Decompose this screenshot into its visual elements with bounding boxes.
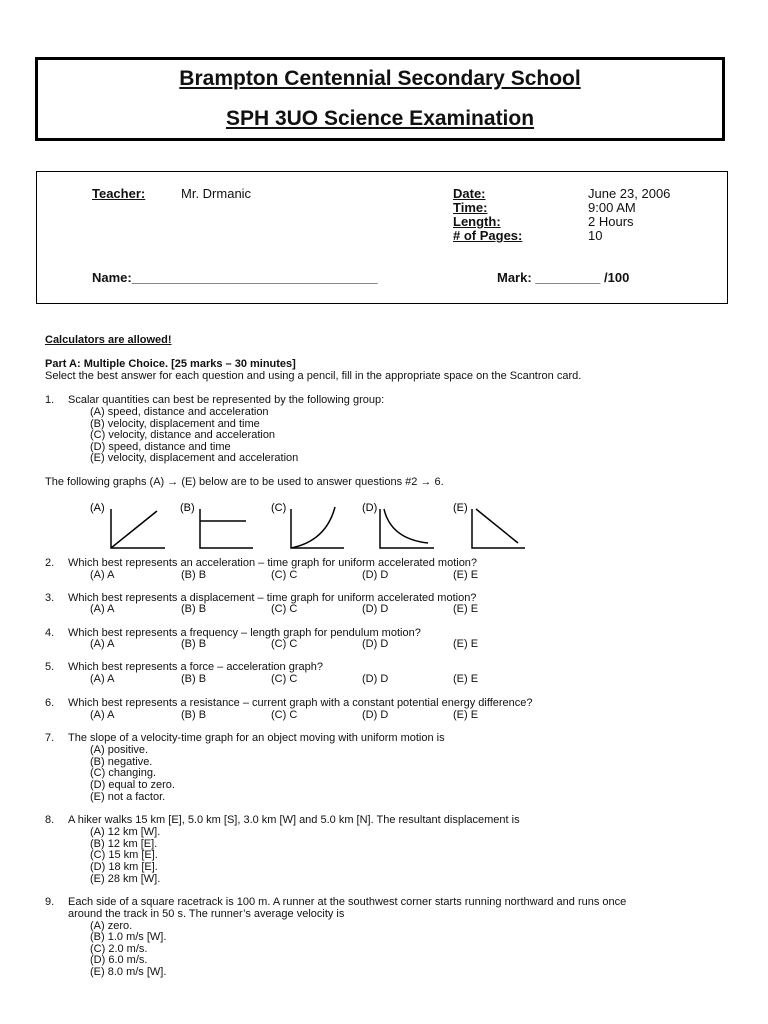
graph-d-label: (D) <box>362 502 378 514</box>
name-label: Name: <box>92 270 132 285</box>
option-b[interactable]: (B) 12 km [E]. <box>90 838 158 850</box>
option-e[interactable]: (E) E <box>453 638 479 650</box>
question-text: Which best represents a resistance – current graph with a constant potential energy difference? <box>68 697 533 709</box>
question-number: 1. <box>45 394 55 406</box>
graph-c-axes <box>291 509 344 548</box>
date-label: Date: <box>453 186 486 201</box>
graph-d-curve <box>384 509 428 543</box>
question-text: Scalar quantities can best be represented by the following group: <box>68 394 385 406</box>
option-b[interactable]: (B) B <box>181 638 207 650</box>
graph-a <box>111 509 165 548</box>
question-number: 9. <box>45 896 55 908</box>
option-a[interactable]: (A) A <box>90 569 115 581</box>
option-a[interactable]: (A) A <box>90 638 115 650</box>
title-box <box>35 57 725 141</box>
length-value: 2 Hours <box>588 214 634 229</box>
question-number: 4. <box>45 627 55 639</box>
option-d[interactable]: (D) 6.0 m/s. <box>90 954 148 966</box>
graph-b-axes <box>200 509 253 548</box>
graph-d <box>380 509 434 548</box>
info-box <box>36 171 728 304</box>
option-a[interactable]: (A) positive. <box>90 744 149 756</box>
option-d[interactable]: (D) D <box>362 638 389 650</box>
option-e[interactable]: (E) E <box>453 569 479 581</box>
option-c[interactable]: (C) C <box>271 569 298 581</box>
graphs-intro: The following graphs (A) → (E) below are to be used to answer questions #2 → 6. <box>45 476 444 488</box>
calculators-note: Calculators are allowed! <box>45 334 172 346</box>
option-b[interactable]: (B) B <box>181 709 207 721</box>
graphs-figure <box>0 495 768 555</box>
option-c[interactable]: (C) C <box>271 673 298 685</box>
graph-c-label: (C) <box>271 502 287 514</box>
option-a[interactable]: (A) 12 km [W]. <box>90 826 161 838</box>
pages-label: # of Pages: <box>453 228 523 243</box>
question-text: Which best represents a displacement – time graph for uniform accelerated motion? <box>68 592 477 604</box>
graph-a-curve <box>111 511 157 548</box>
question-text: A hiker walks 15 km [E], 5.0 km [S], 3.0 km [W] and 5.0 km [N]. The resultant displacement is <box>68 814 520 826</box>
part-a-title: Part A: Multiple Choice. [25 marks – 30 minutes] <box>45 358 296 370</box>
mark-label: Mark: <box>497 270 532 285</box>
question-number: 7. <box>45 732 55 744</box>
graph-a-label: (A) <box>90 502 105 514</box>
option-b[interactable]: (B) 1.0 m/s [W]. <box>90 931 167 943</box>
option-e[interactable]: (E) 28 km [W]. <box>90 873 161 885</box>
option-a[interactable]: (A) A <box>90 709 115 721</box>
option-d[interactable]: (D) 18 km [E]. <box>90 861 158 873</box>
graph-c-curve <box>291 507 335 548</box>
part-a-instructions: Select the best answer for each question and using a pencil, fill in the appropriate space on the Scantron card. <box>45 370 582 382</box>
question-text: Which best represents a frequency – length graph for pendulum motion? <box>68 627 421 639</box>
mark-blank: _________ <box>535 270 601 285</box>
time-label: Time: <box>453 200 488 215</box>
question-number: 2. <box>45 557 55 569</box>
date-value: June 23, 2006 <box>588 186 671 201</box>
option-c[interactable]: (C) C <box>271 709 298 721</box>
graph-c <box>291 507 344 548</box>
option-c[interactable]: (C) 15 km [E]. <box>90 849 158 861</box>
option-c[interactable]: (C) changing. <box>90 767 157 779</box>
option-a[interactable]: (A) A <box>90 673 115 685</box>
school-name: Brampton Centennial Secondary School <box>179 67 581 90</box>
question-text: The slope of a velocity-time graph for an object moving with uniform motion is <box>68 732 445 744</box>
option-d[interactable]: (D) D <box>362 603 389 615</box>
name-blank: __________________________________ <box>131 270 378 285</box>
question-text-line1: Each side of a square racetrack is 100 m. A runner at the southwest corner starts running northward and runs once <box>68 896 627 908</box>
question-text-line2: around the track in 50 s. The runner’s average velocity is <box>68 908 345 920</box>
name-field[interactable] <box>92 270 378 285</box>
option-a[interactable]: (A) zero. <box>90 920 133 932</box>
graph-e <box>472 509 525 548</box>
option-e[interactable]: (E) E <box>453 603 479 615</box>
option-e[interactable]: (E) E <box>453 709 479 721</box>
option-d[interactable]: (D) D <box>362 709 389 721</box>
option-a[interactable]: (A) A <box>90 603 115 615</box>
question-text: Which best represents a force – acceleration graph? <box>68 661 323 673</box>
exam-title: SPH 3UO Science Examination <box>225 107 535 130</box>
length-label: Length: <box>453 214 501 229</box>
option-d[interactable]: (D) equal to zero. <box>90 779 175 791</box>
teacher-label: Teacher: <box>92 186 146 201</box>
option-b[interactable]: (B) B <box>181 603 207 615</box>
option-c[interactable]: (C) 2.0 m/s. <box>90 943 148 955</box>
mark-field[interactable] <box>497 270 629 285</box>
option-a[interactable]: (A) speed, distance and acceleration <box>90 406 269 418</box>
graph-b-label: (B) <box>180 502 195 514</box>
option-b[interactable]: (B) B <box>181 673 207 685</box>
question-text: Which best represents an acceleration – time graph for uniform accelerated motion? <box>68 557 478 569</box>
option-e[interactable]: (E) E <box>453 673 479 685</box>
teacher-value: Mr. Drmanic <box>181 186 252 201</box>
graph-e-curve <box>476 509 518 543</box>
option-b[interactable]: (B) velocity, displacement and time <box>90 418 260 430</box>
option-e[interactable]: (E) velocity, displacement and acceleration <box>90 452 299 464</box>
question-number: 8. <box>45 814 55 826</box>
option-e[interactable]: (E) not a factor. <box>90 791 166 803</box>
graph-b <box>200 509 253 548</box>
mark-total: /100 <box>604 270 630 285</box>
question-number: 3. <box>45 592 55 604</box>
option-e[interactable]: (E) 8.0 m/s [W]. <box>90 966 167 978</box>
question-number: 6. <box>45 697 55 709</box>
option-c[interactable]: (C) velocity, distance and acceleration <box>90 429 276 441</box>
pages-value: 10 <box>588 228 603 243</box>
option-b[interactable]: (B) B <box>181 569 207 581</box>
question-number: 5. <box>45 661 55 673</box>
graph-e-label: (E) <box>453 502 468 514</box>
option-d[interactable]: (D) D <box>362 569 389 581</box>
option-c[interactable]: (C) C <box>271 603 298 615</box>
option-c[interactable]: (C) C <box>271 638 298 650</box>
time-value: 9:00 AM <box>588 200 636 215</box>
option-d[interactable]: (D) D <box>362 673 389 685</box>
option-d[interactable]: (D) speed, distance and time <box>90 441 231 453</box>
option-b[interactable]: (B) negative. <box>90 756 153 768</box>
